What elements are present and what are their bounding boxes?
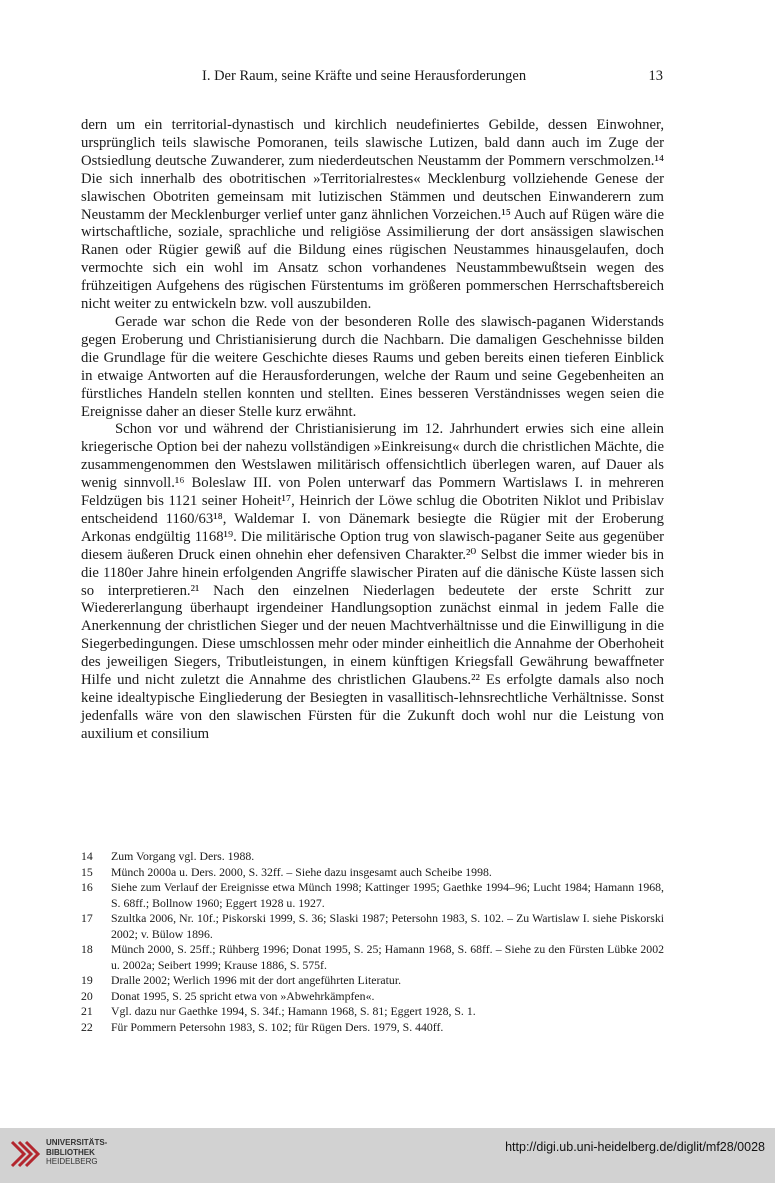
library-name: [46, 1138, 107, 1167]
footnote: [81, 973, 664, 989]
footnote-text: Dralle 2002; Werlich 1996 mit der dort angeführten Literatur.: [111, 973, 402, 987]
page-url-link[interactable]: http://digi.ub.uni-heidelberg.de/diglit/mf28/0028: [505, 1140, 765, 1154]
footnote: [81, 911, 664, 942]
running-header: [0, 68, 775, 90]
footnote-number: 15: [81, 864, 93, 879]
footnote: [81, 865, 664, 881]
footnote: [81, 1020, 664, 1036]
footnote-number: 16: [81, 880, 93, 894]
footnote: [81, 880, 664, 911]
footnote: [81, 849, 664, 865]
page-number: 13: [648, 68, 663, 84]
footnote-text: Szultka 2006, Nr. 10f.; Piskorski 1999, S. 36; Slaski 1987; Petersohn 1983, S. 102. – Zu Wartislaw I. siehe Piskorski 2002; v. Bülow 1896.: [111, 911, 664, 941]
viewer-footer-bar: [0, 1128, 775, 1183]
footnote-number: 21: [81, 1004, 93, 1018]
main-text: [81, 117, 664, 744]
university-library-logo-icon: [10, 1138, 40, 1168]
paragraph: Gerade war schon die Rede von der besonderen Rolle des slawisch-paganen Widerstands gegen Eroberung und Christianisierung durch die Nachbarn. Die damaligen Geschehnisse bilden die Grundlage für die weitere Geschichte dieses Raums und geben bereits einen tieferen Einblick in etwaige Antworten auf die Herausforderungen, welche der Raum und seine Gegebenheiten an fürstliches Handeln stellen konnten und stellten. Eines besseren Verständnisses wegen seien die Ereignisse daher an dieser Stelle kurz erwähnt.: [81, 313, 664, 420]
paragraph: dern um ein territorial-dynastisch und kirchlich neudefiniertes Gebilde, dessen Einwohner, ursprünglich teils slawische Pomoranen, teils slawische Lutizen, bald dann auch im Zuge der Ostsiedlung deutsche Zuwanderer, zum niederdeutschen Neustamm der Pommern verschmolzen.¹⁴ Die sich innerhalb des obotritischen »Territorialrestes« Mecklenburg vollziehende Genese der slawischen Obotriten gemeinsam mit lutizischen Stämmen und deutschen Einwanderern zum Neustamm der Mecklenburger verlief unter ganz ähnlichen Vorzeichen.¹⁵ Auch auf Rügen wäre die wirtschaftliche, soziale, sprachliche und religiöse Assimilierung der dort ansässigen slawischen Ranen oder Rügier gewiß auf die Bildung eines rügischen Neustammes hinausgelaufen, doch vermochte sich ein wohl im Ansatz schon vorhandenes Neustammbewußtsein wegen des frühzeitigen Aufgehens des rügischen Fürstentums im größeren pommerschen Herrschaftsbereich nicht weiter zu entwickeln bzw. voll auszubilden.: [81, 117, 664, 313]
footnote-text: Donat 1995, S. 25 spricht etwa von »Abwehrkämpfen«.: [111, 988, 375, 1003]
footnote-text: Münch 2000, S. 25ff.; Rühberg 1996; Donat 1995, S. 25; Hamann 1968, S. 68ff. – Siehe zu den Fürsten Lübke 2002 u. 2002a; Seibert 1999; Krause 1886, S. 575f.: [111, 942, 664, 972]
footnote-number: 19: [81, 973, 93, 987]
footnote-number: 17: [81, 911, 93, 925]
footnote-text: Siehe zum Verlauf der Ereignisse etwa Münch 1998; Kattinger 1995; Gaethke 1994–96; Lucht 1984; Hamann 1968, S. 68ff.; Bollnow 1960; Eggert 1928 u. 1927.: [111, 880, 664, 910]
footnote-text: Münch 2000a u. Ders. 2000, S. 32ff. – Siehe dazu insgesamt auch Scheibe 1998.: [111, 864, 492, 879]
library-name-line: UNIVERSITÄTS-: [46, 1138, 108, 1147]
running-title: I. Der Raum, seine Kräfte und seine Herausforderungen: [202, 68, 527, 84]
footnote-number: 14: [81, 849, 93, 863]
library-name-line: BIBLIOTHEK: [46, 1147, 95, 1157]
paragraph: Schon vor und während der Christianisierung im 12. Jahrhundert erwies sich eine allein kriegerische Option bei der nahezu vollständigen »Einkreisung« durch die christlichen Mächte, die zusammengenommen den Westslawen militärisch offensichtlich überlegen waren, auf Dauer als wenig sinnvoll.¹⁶ Boleslaw III. von Polen unterwarf das Pommern Wartislaws I. in mehreren Feldzügen bis 1121 seiner Hoheit¹⁷, Heinrich der Löwe schlug die Obotriten Niklot und Pribislav entscheidend 1160/63¹⁸, Waldemar I. von Dänemark besiegte die Rügier mit der Eroberung Arkonas endgültig 1168¹⁹. Die militärische Option trug von slawisch-paganer Seite aus gegenüber diesem äußeren Druck einen ohnehin eher defensiven Charakter.²⁰ Selbst die immer wieder bis in die 1180er Jahre hinein erfolgenden Angriffe slawischer Piraten auf die dänische Küste lassen sich so interpretieren.²¹ Nach den einzelnen Niederlagen bedeutete der erste Schritt zur Wiedererlangung überhaupt irgendeiner Handlungsoption zunächst einmal in jedem Falle die Anerkennung der christlichen Sieger und der neuen Machtverhältnisse und die Einwilligung in die Siegerbedingungen. Diese umschlossen mehr oder minder einheitlich die Annahme der Oberhoheit des jeweiligen Siegers, Tributleistungen, in einem künftigen Kriegsfall Gewährung bewaffneter Hilfe und nicht zuletzt die Annahme des christlichen Glaubens.²² Es erfolgte damals also noch keine idealtypische Eingliederung der Besiegten in vasallitisch-lehnsrechtliche Verhältnisse. Sonst jedenfalls wäre von den slawischen Fürsten für die Zukunft doch wohl nur die Leistung von auxilium et consilium: [81, 421, 664, 742]
footnote-text: Vgl. dazu nur Gaethke 1994, S. 34f.; Hamann 1968, S. 81; Eggert 1928, S. 1.: [111, 1004, 476, 1018]
footnote-text: Zum Vorgang vgl. Ders. 1988.: [111, 849, 255, 863]
footnote-number: 18: [81, 942, 93, 956]
library-name-line: HEIDELBERG: [46, 1157, 98, 1166]
footnote-number: 22: [81, 1019, 93, 1034]
footnote: [81, 942, 664, 973]
footnote: [81, 989, 664, 1005]
footnote: [81, 1004, 664, 1020]
footnotes: [81, 849, 664, 1035]
footnote-text: Für Pommern Petersohn 1983, S. 102; für Rügen Ders. 1979, S. 440ff.: [111, 1019, 444, 1034]
footnote-number: 20: [81, 988, 93, 1003]
